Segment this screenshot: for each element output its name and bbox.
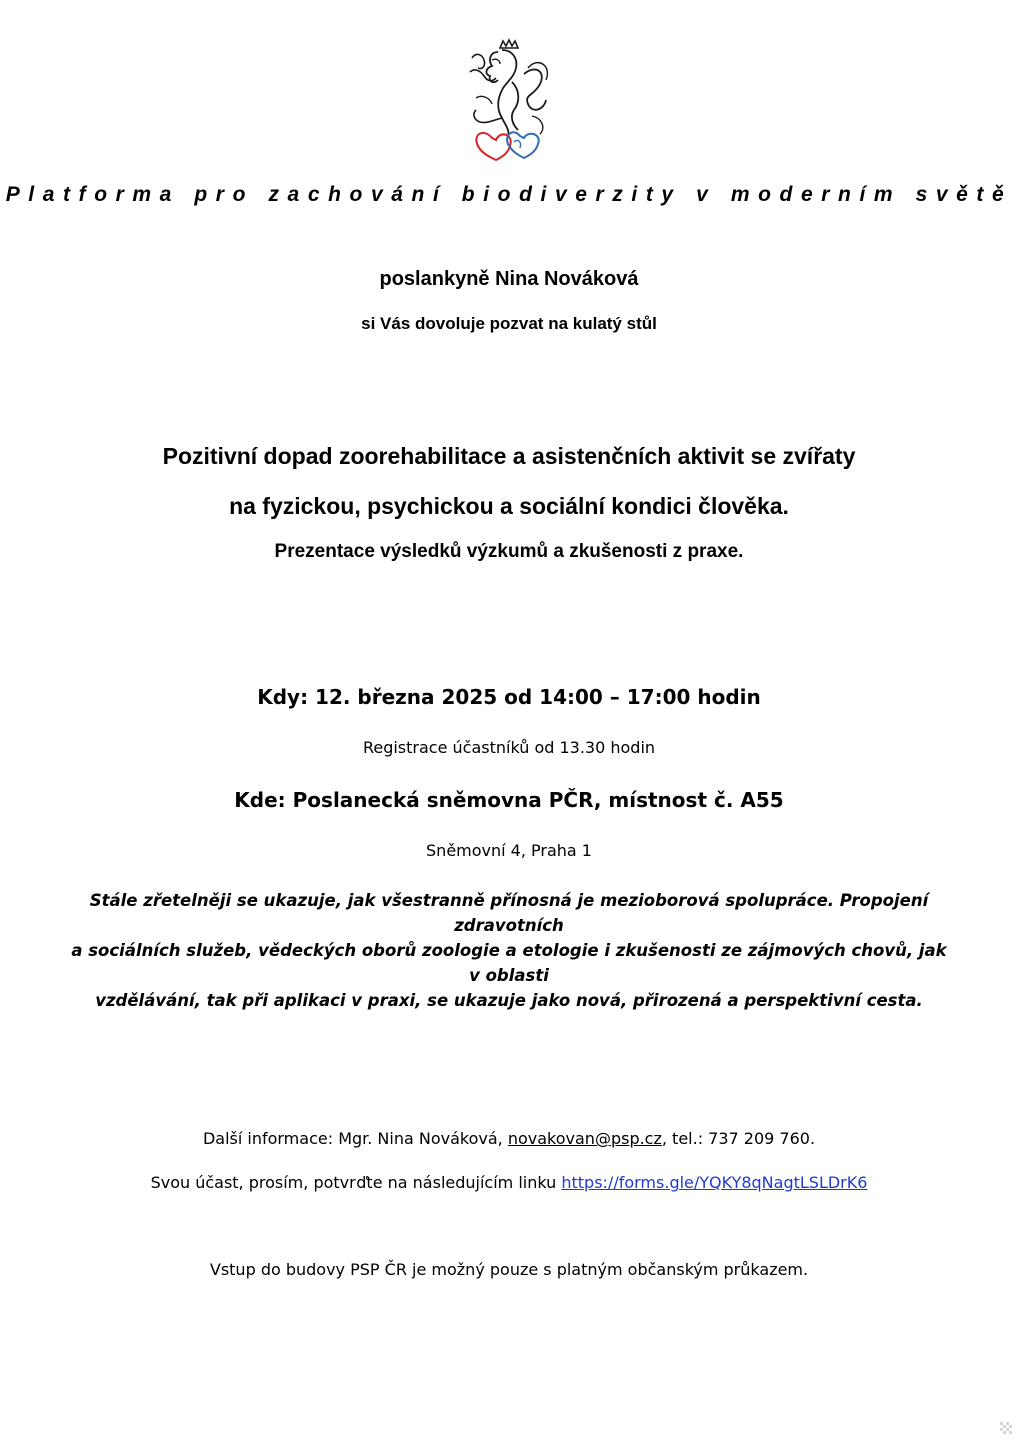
contact-info: [0, 1129, 1018, 1148]
entry-requirement-note: Vstup do budovy PSP ČR je možný pouze s platným občanským průkazem.: [209, 1260, 809, 1279]
event-date-time: Kdy: 12. března 2025 od 14:00 – 17:00 hodin: [257, 685, 761, 709]
contact-email-link[interactable]: novakovan@psp.cz: [507, 1129, 662, 1148]
invitation-line: si Vás dovoluje pozvat na kulatý stůl: [361, 314, 657, 333]
confirm-attendance: [0, 1173, 1018, 1192]
confirm-prefix: Svou účast, prosím, potvrďte na následujícím linku: [150, 1173, 562, 1192]
event-subtitle: Prezentace výsledků výzkumů a zkušenosti z praxe.: [274, 541, 744, 562]
event-address: Sněmovní 4, Praha 1: [426, 841, 592, 860]
event-title-line-1: Pozitivní dopad zoorehabilitace a asistenčních aktivit se zvířaty: [162, 443, 856, 469]
platform-heading: Platforma pro zachování biodiverzity v moderním světě: [5, 183, 1013, 206]
contact-info-suffix: , tel.: 737 209 760.: [661, 1129, 816, 1148]
description-line-2: a sociálních služeb, vědeckých oborů zoologie a etologie i zkušenosti ze zájmových chovů, jak v oblasti: [71, 941, 947, 985]
event-description: [70, 888, 948, 1013]
description-line-3: vzdělávání, tak při aplikaci v praxi, se ukazuje jako nová, přirozená a perspektivní cesta.: [95, 991, 923, 1010]
registration-time: Registrace účastníků od 13.30 hodin: [362, 738, 656, 757]
description-line-1: Stále zřetelněji se ukazuje, jak všestranně přínosná je mezioborová spolupráce. Propojení zdravotních: [89, 891, 929, 935]
host-name: poslankyně Nina Nováková: [379, 268, 639, 290]
event-title-line-2: na fyzickou, psychickou a sociální kondici člověka.: [229, 493, 789, 519]
corner-watermark-icon: [1000, 1422, 1012, 1434]
czech-lion-emblem-icon: [462, 38, 554, 162]
event-location: Kde: Poslanecká sněmovna PČR, místnost č. A55: [234, 788, 784, 812]
registration-form-link[interactable]: https://forms.gle/YQKY8qNagtLSLDrK6: [561, 1173, 868, 1192]
contact-info-prefix: Další informace: Mgr. Nina Nováková,: [202, 1129, 508, 1148]
